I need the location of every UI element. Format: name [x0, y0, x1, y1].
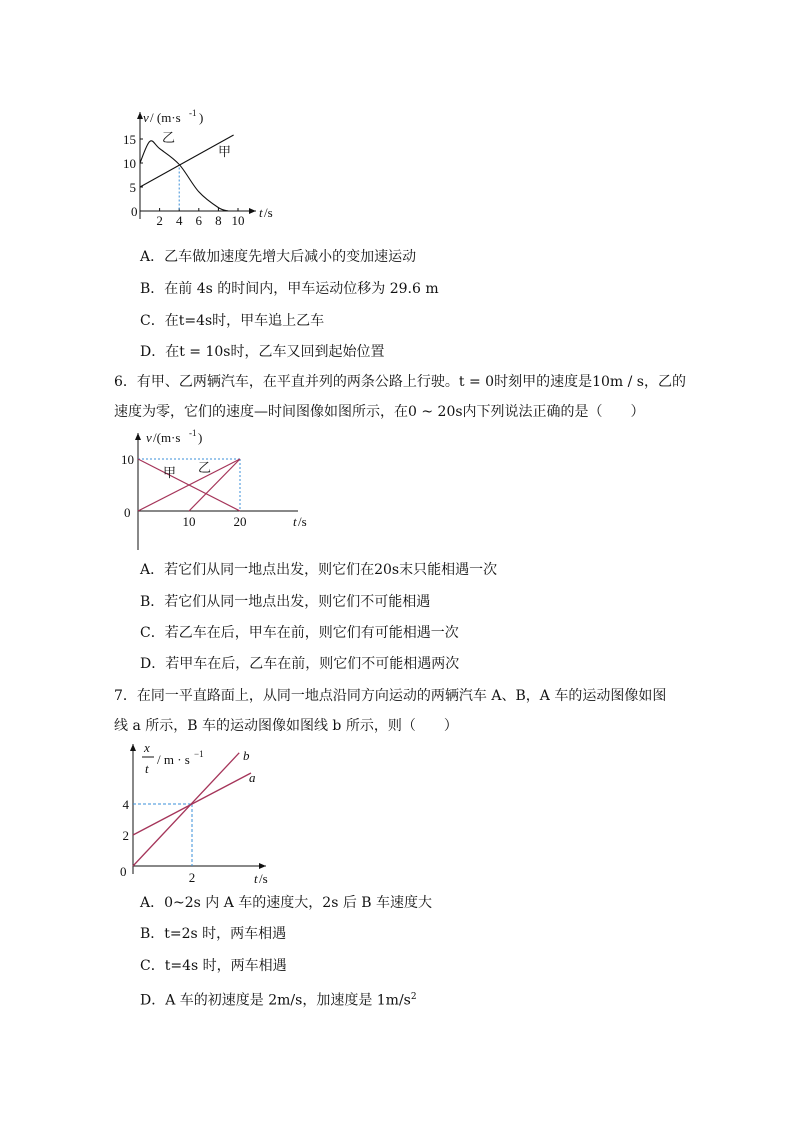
c1-ylabel-exp: -1	[189, 108, 197, 118]
c2-label-jia: 甲	[163, 465, 177, 480]
c3-y-tick-label: 2	[122, 828, 129, 843]
q5-option-b[interactable]: B．在前 4s 的时间内，甲车运动位移为 29.6 m	[140, 281, 439, 297]
c3-y-arrow	[130, 744, 136, 751]
q7-option-a[interactable]: A．0~2s 内 A 车的速度大，2s 后 B 车速度大	[140, 895, 433, 911]
q7-option-d[interactable]	[140, 988, 417, 1010]
c1-x-tick-label: 2	[156, 213, 163, 228]
c1-ylabel-sym: v	[143, 110, 149, 125]
q7-stem-line2: 线 a 所示，B 车的运动图像如图线 b 所示，则（ ）	[114, 718, 458, 734]
c1-xlabel-unit: /s	[264, 205, 273, 220]
c2-xlabel-unit: /s	[298, 514, 307, 529]
q5-option-a[interactable]: A．乙车做加速度先增大后减小的变加速运动	[140, 249, 417, 265]
c3-label-b: b	[243, 748, 250, 763]
c1-y-tick-label: 10	[123, 156, 136, 171]
c1-origin: 0	[131, 204, 138, 219]
c3-label-a: a	[249, 770, 256, 785]
c1-y-tick-label: 5	[129, 180, 136, 195]
c2-x-tick-label: 20	[233, 514, 247, 529]
c1-x-tick-label: 6	[195, 213, 203, 228]
c3-series-b	[133, 753, 239, 866]
c2-y-tick-label: 10	[121, 452, 134, 467]
c3-xlabel-unit: /s	[259, 871, 268, 886]
c3-origin: 0	[120, 864, 127, 879]
c3-ylabel-num: x	[144, 740, 150, 755]
c1-label-jia: 甲	[218, 144, 232, 159]
c3-ylabel-den: t	[145, 761, 149, 776]
c2-ylabel-exp: -1	[189, 428, 197, 438]
q7-option-d-exp: 2	[410, 992, 417, 1002]
c3-y-tick-label: 4	[122, 797, 129, 812]
c2-xlabel-sym: t	[293, 514, 297, 529]
c3-x-arrow	[259, 863, 266, 869]
c2-ylabel-close: )	[198, 430, 203, 445]
c1-label-yi: 乙	[162, 130, 176, 145]
c3-ylabel-exp: −1	[194, 749, 204, 759]
q6-option-a[interactable]: A．若它们从同一地点出发，则它们在20s末只能相遇一次	[140, 562, 498, 578]
c2-origin: 0	[124, 505, 131, 520]
q6-stem-line1: 6．有甲、乙两辆汽车，在平直并列的两条公路上行驶。t = 0时刻甲的速度是10m / s，乙的	[114, 374, 686, 390]
c1-x-tick-label: 4	[175, 213, 183, 228]
q7-stem-line1: 7．在同一平直路面上，从同一地点沿同方向运动的两辆汽车 A、B，A 车的运动图像如图	[114, 688, 667, 704]
c1-ylabel-close: )	[199, 110, 204, 125]
q5-option-d[interactable]: D．在t = 10s时，乙车又回到起始位置	[140, 344, 385, 360]
q6-option-c[interactable]: C．若乙车在后，甲车在前，则它们有可能相遇一次	[140, 625, 459, 641]
c3-ylabel-unit: / m · s	[157, 752, 190, 767]
c1-xlabel-sym: t	[259, 205, 263, 220]
q5-option-c[interactable]: C．在t=4s时，甲车追上乙车	[140, 313, 325, 329]
c3-x-tick-label: 2	[188, 870, 196, 885]
q6-option-d[interactable]: D．若甲车在后，乙车在前，则它们不可能相遇两次	[140, 656, 460, 672]
c2-label-yi: 乙	[198, 460, 212, 475]
q7-option-c[interactable]: C．t=4s 时，两车相遇	[140, 958, 287, 974]
c1-ylabel-unit: / (m·s	[150, 110, 181, 125]
c3-xlabel-sym: t	[254, 871, 258, 886]
c1-x-tick-label: 10	[231, 213, 245, 228]
q6-stem-line2: 速度为零，它们的速度—时间图像如图所示，在0 ~ 20s内下列说法正确的是（ ）	[114, 404, 645, 420]
q6-option-b[interactable]: B．若它们从同一地点出发，则它们不可能相遇	[140, 594, 431, 610]
c2-x-tick-label: 10	[182, 514, 196, 529]
q7-option-b[interactable]: B．t=2s 时，两车相遇	[140, 926, 287, 942]
c2-ylabel-unit: /(m·s	[153, 430, 181, 445]
c1-y-tick-label: 15	[123, 132, 136, 147]
c1-x-tick-label: 8	[215, 213, 222, 228]
q7-option-d-text: D．A 车的初速度是 2m/s，加速度是 1m/s	[140, 992, 411, 1009]
c2-ylabel-sym: v	[146, 430, 152, 445]
